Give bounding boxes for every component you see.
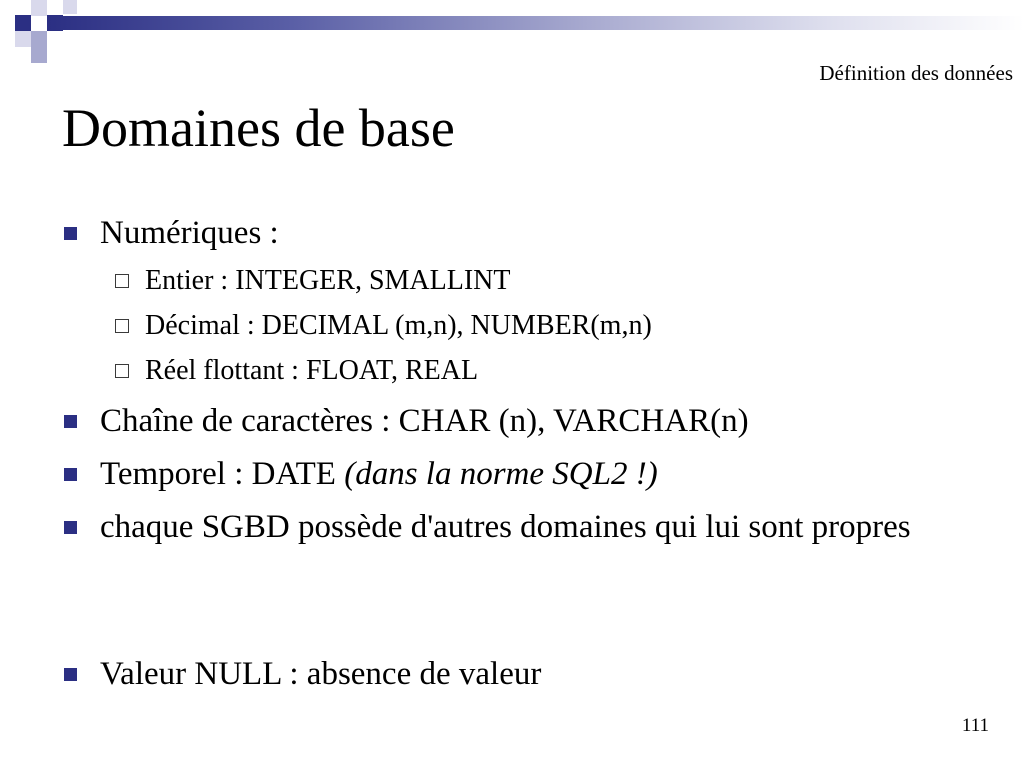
ornament-square bbox=[63, 0, 77, 14]
ornament-square bbox=[15, 15, 31, 31]
sub-bullet-text: Réel flottant : FLOAT, REAL bbox=[145, 355, 479, 386]
sub-bullet-text: Entier : INTEGER, SMALLINT bbox=[145, 265, 511, 296]
bullet-text: Numériques : bbox=[100, 215, 279, 251]
hollow-square-bullet-icon bbox=[115, 274, 129, 288]
bullet-text: chaque SGBD possède d'autres domaines qui lui sont propres bbox=[100, 509, 911, 545]
sub-bullet-text: Décimal : DECIMAL (m,n), NUMBER(m,n) bbox=[145, 310, 652, 341]
square-bullet-icon bbox=[64, 227, 77, 240]
header-gradient-bar bbox=[48, 16, 1024, 30]
square-bullet-icon bbox=[64, 521, 77, 534]
bullet-item bbox=[100, 506, 980, 548]
square-bullet-icon bbox=[64, 415, 77, 428]
square-bullet-icon bbox=[64, 668, 77, 681]
ornament-square bbox=[31, 47, 47, 63]
bullet-text: Chaîne de caractères : CHAR (n), VARCHAR(n) bbox=[100, 403, 749, 439]
bullet-item bbox=[100, 453, 980, 495]
ornament-square bbox=[15, 31, 31, 47]
bullet-text: Temporel : DATE bbox=[100, 456, 345, 492]
bullet-italic-note: (dans la norme SQL2 !) bbox=[344, 456, 658, 492]
sub-bullet-item bbox=[145, 264, 511, 298]
hollow-square-bullet-icon bbox=[115, 319, 129, 333]
sub-bullet-item bbox=[145, 309, 652, 343]
sub-bullet-item bbox=[145, 354, 478, 388]
page-number: 111 bbox=[961, 715, 989, 736]
ornament-square bbox=[31, 31, 47, 47]
hollow-square-bullet-icon bbox=[115, 364, 129, 378]
square-bullet-icon bbox=[64, 468, 77, 481]
bullet-text: Valeur NULL : absence de valeur bbox=[100, 656, 542, 692]
bullet-item bbox=[100, 400, 980, 442]
bullet-item bbox=[100, 212, 980, 254]
section-label: Définition des données bbox=[819, 61, 1013, 85]
slide-title: Domaines de base bbox=[62, 98, 455, 158]
bullet-item bbox=[100, 653, 980, 695]
ornament-square bbox=[31, 0, 47, 16]
